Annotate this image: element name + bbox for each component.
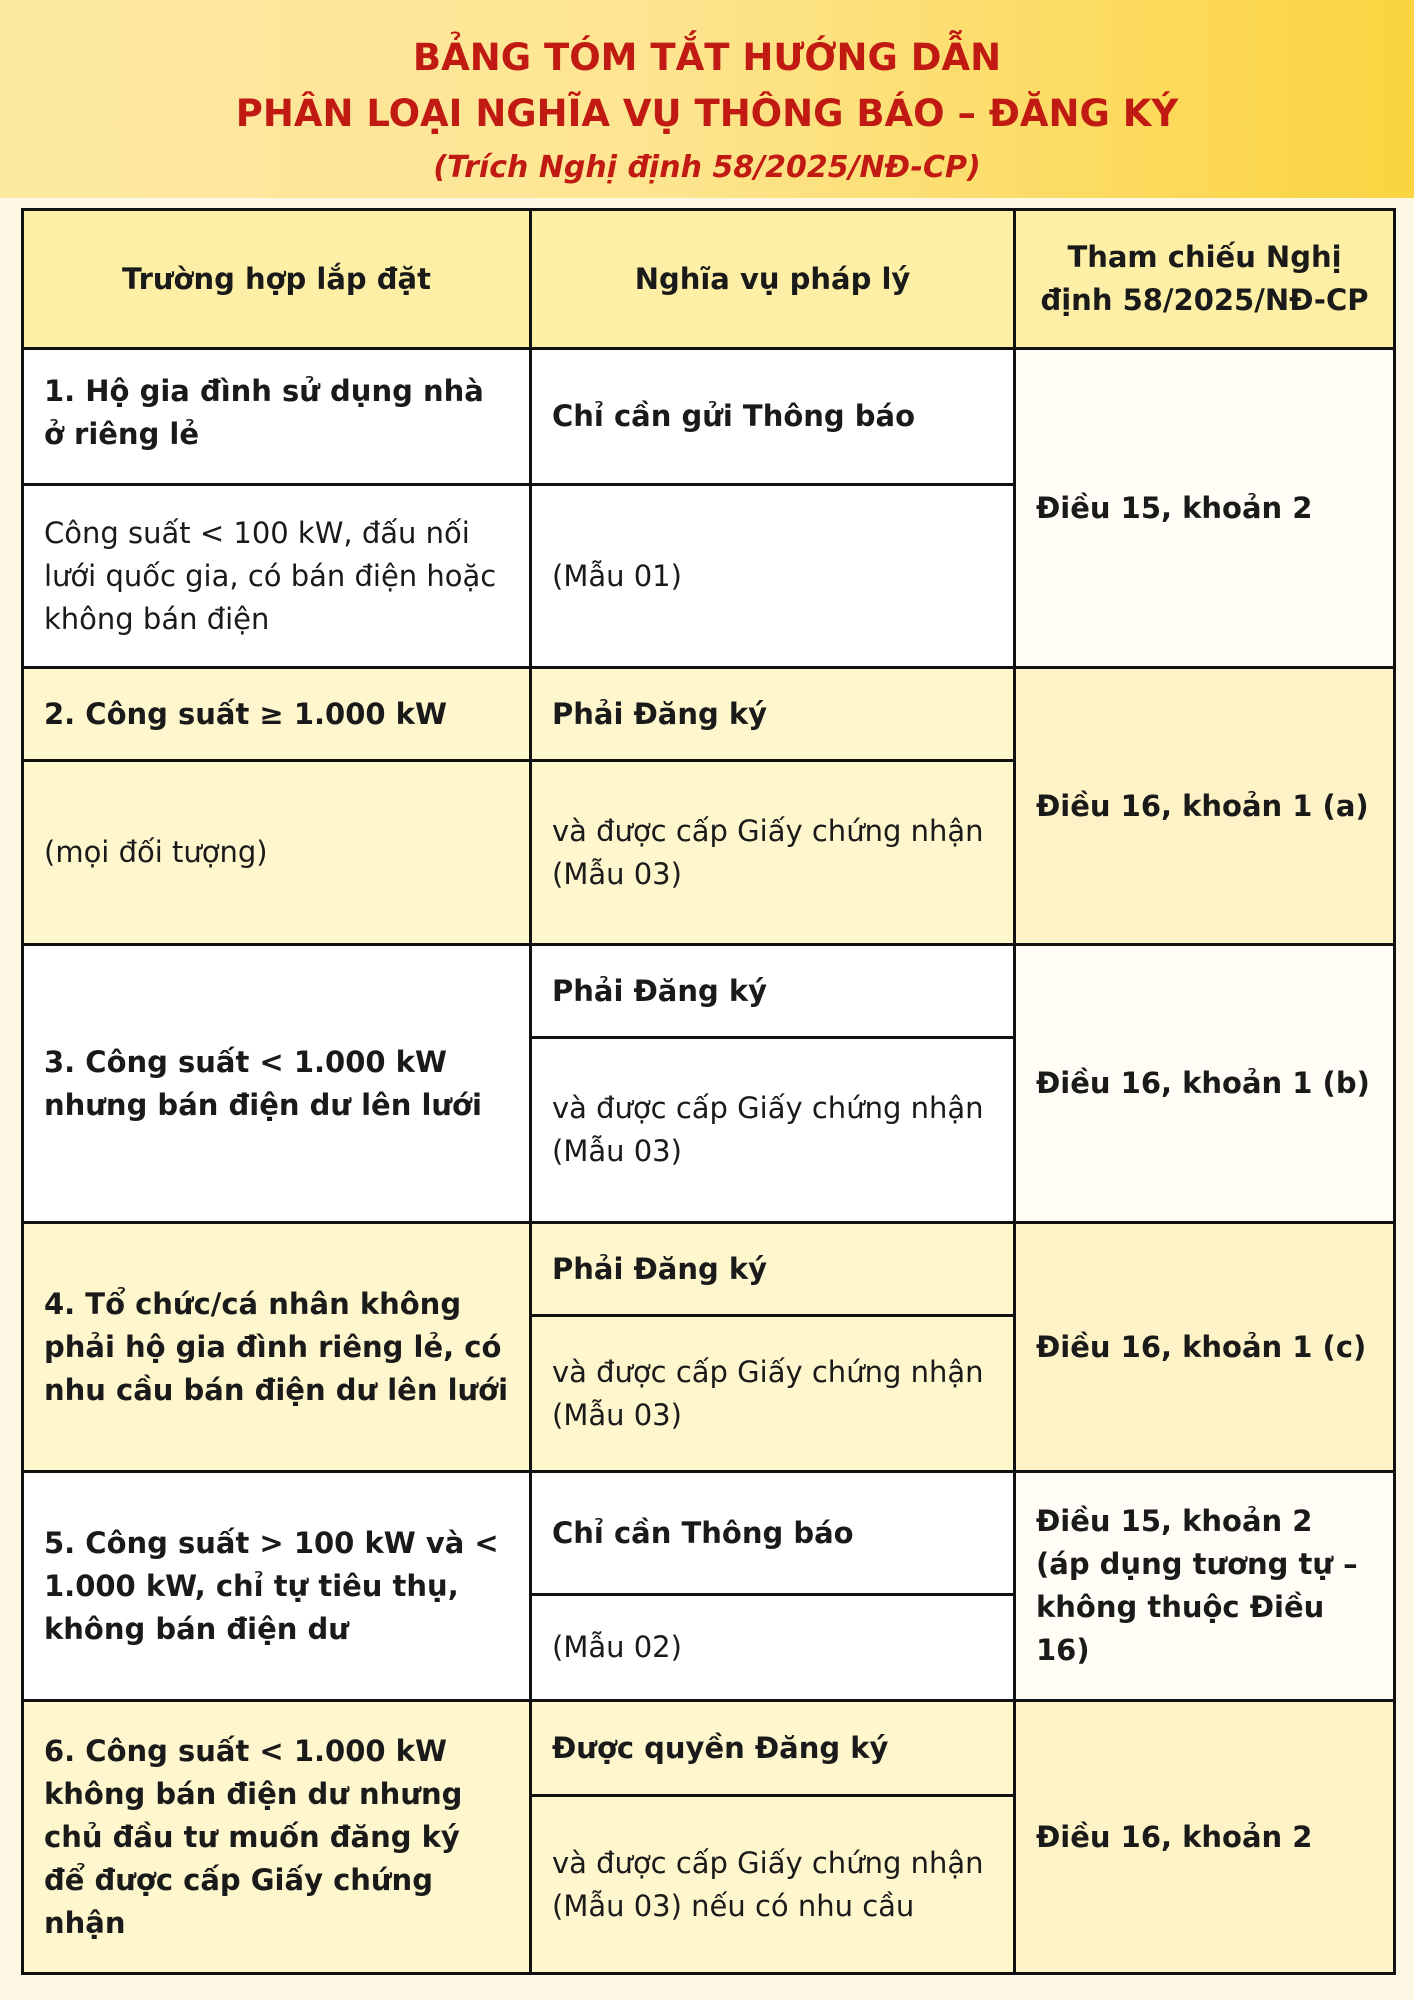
case-detail: Công suất < 100 kW, đấu nối lưới quốc gia, có bán điện hoặc không bán điện: [23, 485, 531, 668]
case-title: 4. Tổ chức/cá nhân không phải hộ gia đình riêng lẻ, có nhu cầu bán điện dư lên lưới: [23, 1223, 531, 1472]
case-title: 5. Công suất > 100 kW và < 1.000 kW, chỉ tự tiêu thụ, không bán điện dư: [23, 1472, 531, 1701]
obligation-detail: và được cấp Giấy chứng nhận (Mẫu 03): [531, 1038, 1015, 1223]
obligation-detail: và được cấp Giấy chứng nhận (Mẫu 03): [531, 1316, 1015, 1472]
obligation: Chỉ cần Thông báo: [531, 1472, 1015, 1595]
reference: Điều 16, khoản 1 (b): [1015, 945, 1395, 1223]
title-line-1: BẢNG TÓM TẮT HƯỚNG DẪN: [412, 36, 1002, 79]
summary-table: [21, 208, 1396, 1975]
obligation: Phải Đăng ký: [531, 668, 1015, 761]
obligation-detail: (Mẫu 02): [531, 1595, 1015, 1701]
case-title: 1. Hộ gia đình sử dụng nhà ở riêng lẻ: [23, 349, 531, 485]
table-row: [23, 668, 1395, 761]
reference: Điều 16, khoản 1 (a): [1015, 668, 1395, 945]
case-detail: (mọi đối tượng): [23, 761, 531, 945]
table-row: [23, 349, 1395, 485]
obligation: Chỉ cần gửi Thông báo: [531, 349, 1015, 485]
reference: Điều 16, khoản 1 (c): [1015, 1223, 1395, 1472]
reference: Điều 15, khoản 2 (áp dụng tương tự – không thuộc Điều 16): [1015, 1472, 1395, 1701]
obligation-detail: và được cấp Giấy chứng nhận (Mẫu 03) nếu có nhu cầu: [531, 1796, 1015, 1974]
table-row: [23, 945, 1395, 1038]
obligation: Phải Đăng ký: [531, 1223, 1015, 1316]
table-row: [23, 1701, 1395, 1796]
table-header-row: [23, 210, 1395, 349]
case-title: 2. Công suất ≥ 1.000 kW: [23, 668, 531, 761]
column-header-reference: Tham chiếu Nghị định 58/2025/NĐ-CP: [1015, 210, 1395, 349]
reference: Điều 16, khoản 2: [1015, 1701, 1395, 1974]
case-title: 3. Công suất < 1.000 kW nhưng bán điện dư lên lưới: [23, 945, 531, 1223]
obligation: Được quyền Đăng ký: [531, 1701, 1015, 1796]
subtitle: (Trích Nghị định 58/2025/NĐ-CP): [433, 150, 981, 185]
case-title: 6. Công suất < 1.000 kW không bán điện dư nhưng chủ đầu tư muốn đăng ký để được cấp Giấy chứng nhận: [23, 1701, 531, 1974]
column-header-case: Trường hợp lắp đặt: [23, 210, 531, 349]
reference: Điều 15, khoản 2: [1015, 349, 1395, 668]
table-row: [23, 1472, 1395, 1595]
obligation-detail: (Mẫu 01): [531, 485, 1015, 668]
table-row: [23, 1223, 1395, 1316]
obligation-detail: và được cấp Giấy chứng nhận (Mẫu 03): [531, 761, 1015, 945]
page-header: [0, 0, 1414, 198]
column-header-obligation: Nghĩa vụ pháp lý: [531, 210, 1015, 349]
title-line-2: PHÂN LOẠI NGHĨA VỤ THÔNG BÁO – ĐĂNG KÝ: [235, 92, 1179, 135]
obligation: Phải Đăng ký: [531, 945, 1015, 1038]
